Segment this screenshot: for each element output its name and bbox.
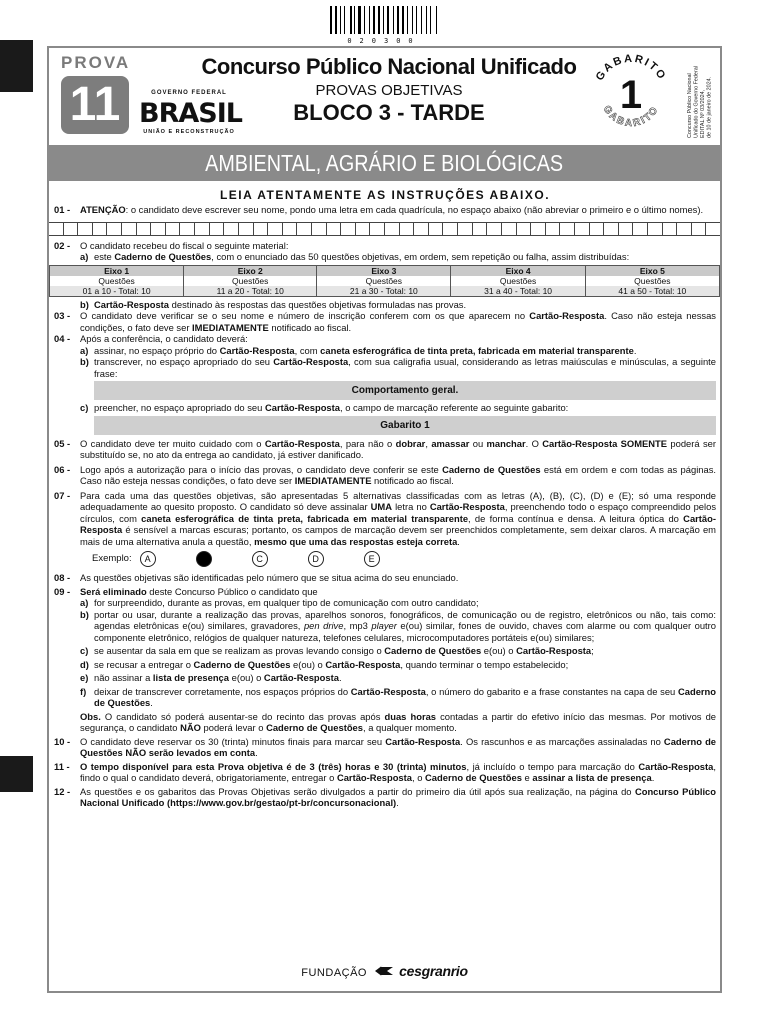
barcode-bar — [432, 6, 435, 34]
registration-mark-bottom — [0, 756, 33, 792]
name-grid-cell[interactable] — [692, 223, 707, 235]
barcode-bar — [393, 6, 394, 34]
barcode-bar — [333, 6, 334, 34]
instructions — [54, 188, 716, 809]
barcode-bar — [409, 6, 411, 34]
name-grid-cell[interactable] — [560, 223, 575, 235]
name-grid-cell[interactable] — [473, 223, 488, 235]
name-grid-cell[interactable] — [414, 223, 429, 235]
prova-label: PROVA — [61, 53, 131, 72]
instruction-05: 05 - O candidato deve ter muito cuidado com o Cartão-Resposta, para não o dobrar, amassar ou manchar. O Cartão-Resposta SOMENTE poderá ser substituído se, no ato da entrega ao candidato, já estiver danificado. — [54, 437, 716, 460]
instruction-04b: b) transcrever, no espaço apropriado do seu Cartão-Resposta, com sua caligrafia usual, considerando as letras maiúsculas e minúsculas, a seguinte frase: — [80, 356, 716, 379]
name-grid-cell[interactable] — [166, 223, 181, 235]
barcode-bar — [350, 6, 352, 34]
name-grid-cell[interactable] — [604, 223, 619, 235]
registration-mark-top — [0, 40, 33, 92]
eixo-range: 41 a 50 - Total: 10 — [585, 286, 719, 297]
name-grid-cell[interactable] — [706, 223, 720, 235]
eixo-questoes-label: Questões — [50, 276, 184, 286]
name-grid-cell[interactable] — [633, 223, 648, 235]
bubble-a: A — [140, 551, 156, 567]
title-block — [179, 54, 599, 126]
instruction-04: 04 - Após a conferência, o candidato deverá: — [54, 333, 248, 344]
name-grid-cell[interactable] — [312, 223, 327, 235]
barcode-bar — [416, 6, 417, 34]
gabarito-label-bottom: GABARITO — [600, 103, 662, 130]
barcode-bar — [387, 6, 389, 34]
name-grid-cell[interactable] — [195, 223, 210, 235]
instruction-04a: a) assinar, no espaço próprio do Cartão-Resposta, com caneta esferográfica de tinta preta, fabricada em material transparente. — [80, 344, 637, 356]
barcode-bar — [342, 6, 344, 34]
name-grid-cell[interactable] — [64, 223, 79, 235]
barcode-bar — [373, 6, 376, 34]
name-grid-cell[interactable] — [429, 223, 444, 235]
barcode-bar — [369, 6, 370, 34]
name-grid-cell[interactable] — [297, 223, 312, 235]
barcode-bar — [400, 6, 401, 34]
barcode-bar — [383, 6, 384, 34]
cesgranrio-arrow-icon — [372, 965, 394, 977]
instruction-01: 01 - ATENÇÃO: o candidato deve escrever seu nome, pondo uma letra em cada quadrícula, no espaço abaixo (não abreviar o primeiro e o último nomes). — [54, 204, 704, 215]
edital-line: EDITAL Nº 03/2024, — [700, 89, 706, 138]
footer — [49, 962, 720, 980]
edital-line: Unificado do Governo Federal — [693, 66, 700, 138]
eixo-questoes-label: Questões — [585, 276, 719, 286]
eixo-range: 01 a 10 - Total: 10 — [50, 286, 184, 297]
instruction-09e: e) não assinar a lista de presença e(ou) o Cartão-Resposta. — [80, 672, 342, 683]
bubble-d: D — [308, 551, 324, 567]
barcode-bar — [407, 6, 408, 34]
eixo-range: 21 a 30 - Total: 10 — [317, 286, 451, 297]
eixo-questoes-label: Questões — [184, 276, 317, 286]
name-grid-cell[interactable] — [327, 223, 342, 235]
instruction-02a: a) este Caderno de Questões, com o enunciado das 50 questões objetivas, em ordem, sem repetição ou falha, assim distribuídas: — [80, 251, 630, 262]
eixo-questoes-label: Questões — [317, 276, 451, 286]
barcode-bar — [414, 6, 415, 34]
example-label: Exemplo: — [92, 553, 132, 565]
page-frame — [47, 46, 722, 993]
logo-union-text: UNIÃO E RECONSTRUÇÃO — [143, 128, 235, 135]
bubble-b-filled — [196, 551, 212, 567]
barcode-bar — [346, 6, 349, 34]
barcode-bar — [423, 6, 425, 34]
barcode-bars — [330, 6, 438, 34]
instruction-09a: a) for surpreendido, durante as provas, em qualquer tipo de comunicação com outro candidato; — [80, 597, 479, 608]
name-grid-cell[interactable] — [502, 223, 517, 235]
barcode-digits: 020300 — [347, 37, 421, 45]
barcode-bar — [390, 6, 393, 34]
name-grid-cell[interactable] — [546, 223, 561, 235]
instruction-10: 10 - O candidato deve reservar os 30 (trinta) minutos finais para marcar seu Cartão-Resposta. Os rascunhos e as marcações assinaladas no Caderno de Questões NÃO serão levados em conta. — [54, 735, 717, 758]
name-grid-cell[interactable] — [122, 223, 137, 235]
barcode-bar — [358, 6, 361, 34]
instruction-02b: b) Cartão-Resposta destinado às respostas das questões objetivas formuladas nas provas. — [80, 298, 467, 310]
bubble-e: E — [364, 551, 380, 567]
name-grid-cell[interactable] — [517, 223, 532, 235]
barcode-bar — [344, 6, 345, 34]
barcode-bar — [397, 6, 399, 34]
name-grid-cell[interactable] — [677, 223, 692, 235]
instruction-09d: d) se recusar a entregar o Caderno de Questões e(ou) o Cartão-Resposta, quando terminar o tempo estabelecido; — [80, 658, 569, 670]
barcode-bar — [421, 6, 422, 34]
exam-title: Concurso Público Nacional Unificado — [201, 54, 577, 79]
name-grid-cell[interactable] — [283, 223, 298, 235]
barcode-bar — [371, 6, 372, 34]
eixo-header: Eixo 4 — [451, 265, 585, 276]
phrase-box: Comportamento geral. — [94, 381, 716, 400]
name-grid-cell[interactable] — [224, 223, 239, 235]
name-grid-cell[interactable] — [575, 223, 590, 235]
area-title: AMBIENTAL, AGRÁRIO E BIOLÓGICAS — [205, 150, 564, 176]
eixo-header: Eixo 2 — [184, 265, 317, 276]
instruction-02: 02 - O candidato recebeu do fiscal o seguinte material: — [54, 239, 289, 251]
name-grid-cell[interactable] — [400, 223, 415, 235]
eixo-range: 31 a 40 - Total: 10 — [451, 286, 585, 297]
name-grid-cell[interactable] — [385, 223, 400, 235]
name-grid-cell[interactable] — [107, 223, 122, 235]
name-grid-cell[interactable] — [268, 223, 283, 235]
name-grid-cell[interactable] — [151, 223, 166, 235]
name-grid-cell[interactable] — [590, 223, 605, 235]
header — [49, 48, 720, 144]
name-grid-cell[interactable] — [137, 223, 152, 235]
name-grid-cell[interactable] — [49, 223, 64, 235]
exam-bloco: BLOCO 3 - TARDE — [293, 100, 485, 125]
barcode-bar — [402, 6, 405, 34]
barcode-bar — [405, 6, 406, 34]
barcode-bar — [430, 6, 432, 34]
name-grid-cell[interactable] — [254, 223, 269, 235]
footer-fundacao: FUNDAÇÃO — [301, 966, 367, 979]
eixo-questoes-label: Questões — [451, 276, 585, 286]
instruction-09b: b) portar ou usar, durante a realização das provas, aparelhos sonoros, fonográficos, de comunicação ou de registro, eletrônicos ou não, tais como: agendas eletrônicas e(ou) similares, gravadores, pen drive, mp3 player e(ou) similar, fones de ouvido, chaves com alarme ou com qualquer outro componente eletrônico, relógios de qualquer natureza, telefones celulares, microcomputadores portáteis e(ou) similares; — [80, 608, 716, 643]
barcode-bar — [426, 6, 427, 34]
prova-box — [61, 54, 129, 138]
instructions-title: LEIA ATENTAMENTE AS INSTRUÇÕES ABAIXO. — [219, 188, 551, 202]
name-grid-cell[interactable] — [619, 223, 634, 235]
barcode-bar — [381, 6, 383, 34]
instruction-08: 08 - As questões objetivas são identificadas pelo número que se situa acima do seu enunciado. — [54, 572, 459, 583]
barcode-bar — [366, 6, 368, 34]
name-grid-cell[interactable] — [663, 223, 678, 235]
name-grid-cell[interactable] — [487, 223, 502, 235]
prova-number: 11 — [61, 76, 129, 134]
instruction-07: 07 - Para cada uma das questões objetivas, são apresentadas 5 alternativas classificadas com as letras (A), (B), (C), (D) e (E); só uma responde adequadamente ao quesito proposto. O candidato só deve assinalar UMA letra no Cartão-Resposta, preenchendo todo o espaço compreendido pelos círculos, com caneta esferográfica de tinta preta, fabricada em material transparente, de forma contínua e densa. A leitura óptica do Cartão-Resposta é sensível a marcas escuras; portanto, os campos de marcação devem ser preenchidos completamente, sem deixar claros. A marcação em mais de uma alternativa anula a questão, mesmo que uma das respostas esteja correta. — [54, 489, 717, 547]
name-grid-cell[interactable] — [531, 223, 546, 235]
logo-gov-text: GOVERNO FEDERAL — [151, 90, 227, 96]
name-grid-cell[interactable] — [239, 223, 254, 235]
eixo-range: 11 a 20 - Total: 10 — [184, 286, 317, 297]
edital-line: de 10 de janeiro de 2024. — [706, 76, 713, 138]
barcode-bar — [353, 6, 354, 34]
name-grid[interactable] — [49, 222, 720, 236]
barcode-bar — [356, 6, 357, 34]
barcode-bar — [428, 6, 429, 34]
exam-subtitle: PROVAS OBJETIVAS — [315, 82, 463, 99]
footer-cesgranrio: cesgranrio — [399, 962, 468, 979]
barcode-bar — [385, 6, 386, 34]
edital-note — [685, 56, 717, 140]
instruction-09c: c) se ausentar da sala em que se realizam as provas levando consigo o Caderno de Questões e(ou) o Cartão-Resposta; — [80, 645, 594, 656]
item-number: 01 - — [54, 204, 71, 215]
instruction-03: 03 - O candidato deve verificar se o seu nome e número de inscrição conferem com os que aparecem no Cartão-Resposta. Caso não esteja nessas condições, o fato deve ser IMEDIATAMENTE notificado ao fiscal. — [54, 310, 716, 333]
barcode-bar — [418, 6, 421, 34]
eixo-header: Eixo 1 — [50, 265, 184, 276]
name-grid-cell[interactable] — [78, 223, 93, 235]
name-grid-cell[interactable] — [443, 223, 458, 235]
gabarito-label-top: GABARITO — [593, 52, 669, 83]
name-grid-cell[interactable] — [180, 223, 195, 235]
name-grid-cell[interactable] — [370, 223, 385, 235]
barcode-bar — [436, 6, 437, 34]
barcode-bar — [354, 6, 355, 34]
edital-line: Concurso Público Nacional — [687, 73, 693, 138]
gabarito-box: Gabarito 1 — [94, 416, 716, 435]
barcode-bar — [330, 6, 332, 34]
barcode-bar — [362, 6, 364, 34]
barcode — [330, 6, 438, 46]
barcode-bar — [364, 6, 365, 34]
gabarito-number: 1 — [619, 73, 643, 117]
area-banner — [49, 145, 720, 181]
instruction-09f: f) deixar de transcrever corretamente, nos espaços próprios do Cartão-Resposta, o número do gabarito e a frase constantes na capa de seu Caderno de Questões. — [80, 685, 717, 708]
barcode-bar — [395, 6, 396, 34]
observation: Obs. O candidato só poderá ausentar-se do recinto das provas após duas horas contadas a partir do efetivo início das mesmas. Por motivos de segurança, o candidato NÃO poderá levar o Caderno de Questões, a qualquer momento. — [80, 710, 716, 733]
instruction-06: 06 - Logo após a autorização para o início das provas, o candidato deve conferir se este Caderno de Questões está em ordem e com todas as páginas. Caso não esteja nessas condições, o fato deve ser IMEDIATAMENTE notificado ao fiscal. — [54, 463, 716, 486]
instruction-09: 09 - Será eliminado deste Concurso Público o candidato que — [54, 585, 318, 597]
eixo-header: Eixo 3 — [317, 265, 451, 276]
gabarito-seal — [589, 52, 673, 136]
eixo-header: Eixo 5 — [585, 265, 719, 276]
name-grid-cell[interactable] — [458, 223, 473, 235]
name-grid-cell[interactable] — [341, 223, 356, 235]
instruction-11: 11 - O tempo disponível para esta Prova objetiva é de 3 (três) horas e 30 (trinta) minutos, já incluído o tempo para marcação do Cartão-Resposta, findo o qual o candidato deverá, obrigatoriamente, entregar o Cartão-Resposta, o Caderno de Questões e assinar a lista de presença. — [54, 760, 716, 783]
eixos-table — [49, 265, 720, 297]
barcode-bar — [338, 6, 339, 34]
answer-example — [54, 551, 716, 567]
name-grid-cell[interactable] — [356, 223, 371, 235]
barcode-bar — [412, 6, 414, 34]
name-grid-cell[interactable] — [93, 223, 108, 235]
instruction-04c: c) preencher, no espaço apropriado do seu Cartão-Resposta, o campo de marcação referente ao seguinte gabarito: — [80, 402, 569, 413]
bubble-c: C — [252, 551, 268, 567]
barcode-bar — [340, 6, 341, 34]
instruction-12: 12 - As questões e os gabaritos das Provas Objetivas serão divulgados a partir do primeiro dia útil após sua realização, na página do Concurso Público Nacional Unificado (https://www.gov.br/gestao/pt-br/concursonacional). — [54, 785, 716, 808]
logo-brasil-text: BRASIL — [139, 97, 242, 129]
barcode-bar — [376, 6, 377, 34]
barcode-bar — [378, 6, 380, 34]
barcode-bar — [335, 6, 338, 34]
name-grid-cell[interactable] — [648, 223, 663, 235]
name-grid-cell[interactable] — [210, 223, 225, 235]
